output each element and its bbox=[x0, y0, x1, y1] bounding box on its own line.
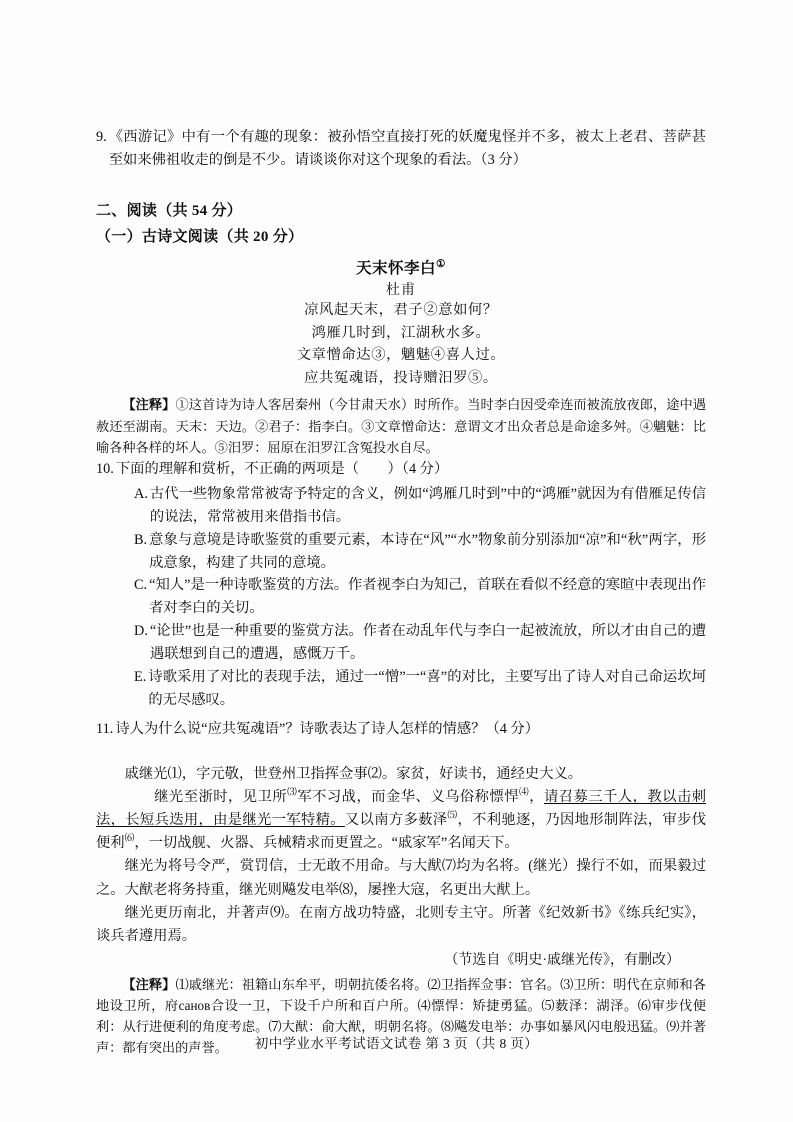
option-d[interactable] bbox=[96, 620, 706, 666]
question-11 bbox=[96, 718, 706, 741]
option-c-text: “知人”是一种诗歌鉴赏的方法。作者视李白为知己，首联在看似不经意的寒暄中表现出作者对李白的关切。 bbox=[149, 577, 706, 617]
option-c[interactable] bbox=[96, 574, 706, 620]
option-d-label: D. bbox=[134, 623, 148, 640]
question-10-options bbox=[96, 483, 706, 712]
passage-paragraph-2: 继光至浙时，见卫所⑶军不习战，而金华、义乌俗称慓悍⑷，请召募三千人，教以击刺法，长短兵迭用，由是继光一军特精。又以南方多薮泽⑸，不利驰逐，乃因地形制阵法，审步伐便利⑹，一切战舰、火器、兵械精求而更置之。“戚家军”名闻天下。 bbox=[96, 787, 707, 852]
poem-title bbox=[96, 256, 706, 278]
passage-paragraph-3: 继光为将号令严，赏罚信，士无敢不用命。与大猷⑺均为名将。(继光）操行不如，而果毅过之。大猷老将务持重，继光则飚发电举⑻，屡挫大寇，名更出大猷上。 bbox=[96, 858, 706, 898]
option-c-label: C. bbox=[134, 577, 148, 594]
option-a-label: A. bbox=[134, 485, 148, 502]
question-11-number: 11. bbox=[96, 720, 114, 737]
option-b-text: 意象与意境是诗歌鉴赏的重要元素，本诗在“风”“水”物象前分别添加“凉”和“秋”两字，形成意象，构建了共同的意境。 bbox=[149, 531, 706, 571]
question-10 bbox=[96, 458, 706, 481]
page-content bbox=[96, 126, 706, 1059]
option-e[interactable] bbox=[96, 666, 706, 712]
passage-paragraph-1: 戚继光⑴，字元敬，世登州卫指挥佥事⑵。家贫，好读书，通经史大义。 bbox=[124, 765, 583, 782]
page-footer: 初中学业水平考试语文试卷 第 3 页（共 8 页） bbox=[254, 1036, 539, 1051]
passage-notes-text: ⑴戚继光：祖籍山东牟平，明朝抗倭名将。⑵卫指挥佥事：官名。⑶卫所：明代在京师和各地设卫所，府санов合设一卫，下设千户所和百户所。⑷慓悍：矫捷勇猛。⑸薮泽：湖泽。⑹审步伐便利：从行进便利的角度考虑。⑺大猷：俞大猷，明朝名将。⑻飚发电举：办事如暴风闪电般迅猛。⑼并著声：都有突出的声誉。 bbox=[96, 977, 706, 1056]
option-d-text: “论世”也是一种重要的鉴赏方法。作者在动乱年代与李白一起被流放，所以才由自己的遭遇联想到自己的遭遇，感慨万千。 bbox=[149, 623, 706, 663]
passage-underlined-text: 请召募三千人，教以击刺法，长短兵迭用，由是继光一军特精。 bbox=[96, 788, 707, 829]
option-a-text: 古代一些物象常常被寄予特定的含义，例如“鸿雁几时到”中的“鸿雁”就因为有借雁足传信的说法，常常被用来借指书信。 bbox=[149, 485, 706, 525]
section-2-heading: 二、阅读（共 54 分） bbox=[96, 203, 243, 220]
question-9-number: 9. bbox=[96, 129, 107, 145]
poem-title-text: 天末怀李白 bbox=[356, 260, 437, 278]
poem-notes-text: ①这首诗为诗人客居秦州（今甘肃天水）时所作。当时李白因受牵连而被流放夜郎，途中遇赦还至湖南。天末：天边。②君子：指李白。③文章憎命达：意谓文才出众者总是命途多舛。④魑魅：比喻各种各样的坏人。⑤汨罗：屈原在汨罗江含冤投水自尽。 bbox=[96, 397, 706, 455]
passage-paragraph-4: 继光更历南北，并著声⑼。在南方战功特盛，北则专主守。所著《纪效新书》《练兵纪实》，谈兵者遵用焉。 bbox=[96, 904, 706, 944]
poem-author: 杜甫 bbox=[386, 283, 416, 299]
passage-notes-label: 【注释】 bbox=[122, 977, 176, 993]
passage-source: （节选自《明史·戚继光传》，有删改） bbox=[444, 953, 680, 969]
section-2-sub-heading: （一）古诗文阅读（共 20 分） bbox=[96, 228, 304, 245]
poem-line-3: 文章憎命达③，魑魅④喜人过。 bbox=[296, 347, 506, 364]
question-10-number: 10. bbox=[96, 460, 114, 477]
option-b[interactable] bbox=[96, 529, 706, 575]
question-11-text: 诗人为什么说“应共冤魂语”？诗歌表达了诗人怎样的情感？（4 分） bbox=[115, 720, 540, 737]
poem-line-1: 凉风起天末，君子②意如何？ bbox=[304, 302, 498, 319]
poem-notes bbox=[96, 394, 706, 457]
option-e-text: 诗歌采用了对比的表现手法，通过一“憎”一“喜”的对比，主要写出了诗人对自己命运坎坷的无尽感叹。 bbox=[148, 668, 706, 708]
question-10-text: 下面的理解和赏析，不正确的两项是（ ）（4 分） bbox=[115, 460, 449, 477]
option-e-label: E. bbox=[134, 668, 147, 685]
poem-title-note-mark: ① bbox=[436, 258, 446, 270]
option-b-label: B. bbox=[134, 531, 148, 548]
poem-notes-label: 【注释】 bbox=[122, 397, 176, 413]
poem-line-2: 鸿雁几时到，江湖秋水多。 bbox=[311, 324, 491, 341]
question-9-text: 《西游记》中有一个有趣的现象：被孙悟空直接打死的妖魔鬼怪并不多，被太上老君、菩萨甚至如来佛祖收走的倒是不少。请谈谈你对这个现象的看法。（3 分） bbox=[108, 129, 706, 169]
option-a[interactable] bbox=[96, 483, 706, 529]
question-9 bbox=[96, 126, 706, 172]
poem-line-4: 应共冤魂语，投诗赠汨罗⑤。 bbox=[304, 369, 498, 386]
